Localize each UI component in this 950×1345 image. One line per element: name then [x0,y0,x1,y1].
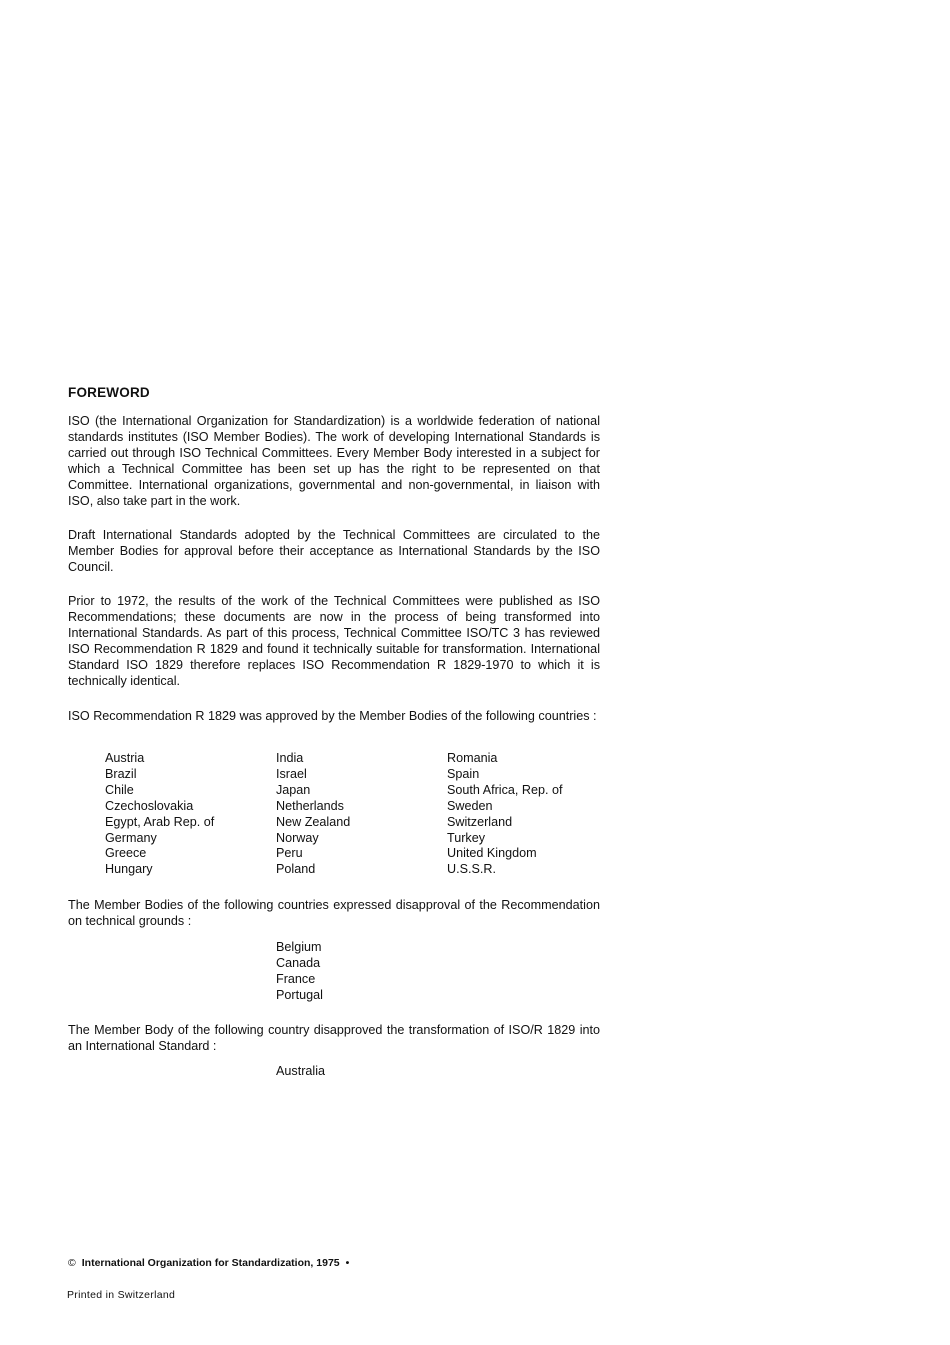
country-item: South Africa, Rep. of [447,782,563,797]
country-item: Peru [276,846,303,861]
paragraph-prior-1972: Prior to 1972, the results of the work of the Technical Committees were published as ISO Recommendations; these documents are now in the process of being transformed into International Standards. As part of this process, Technical Committee ISO/TC 3 has reviewed ISO Recommendation R 1829 and found it technically suitable for transformation. International Standard ISO 1829 therefore replaces ISO Recommendation R 1829-1970 to which it is technically identical. [68,594,600,688]
country-item: New Zealand [276,814,351,829]
country-item: Czechoslovakia [105,798,194,813]
approving-countries-column-2 [276,751,350,878]
foreword-heading: FOREWORD [68,385,150,400]
country-item: Hungary [105,862,153,877]
country-item: Australia [276,1064,325,1078]
country-item: Netherlands [276,798,344,813]
copyright-line [68,1257,349,1269]
country-item: Poland [276,862,316,877]
country-item: Canada [276,955,321,970]
country-item: Sweden [447,798,493,813]
country-item: Greece [105,846,147,861]
country-item: Brazil [105,766,137,781]
copyright-text: International Organization for Standardization, 1975 [81,1257,340,1269]
country-item: Belgium [276,940,322,954]
country-item: Japan [276,782,311,797]
transformation-disapproval-list [276,1064,325,1080]
country-item: U.S.S.R. [447,862,496,877]
country-item: United Kingdom [447,846,537,861]
country-item: Norway [276,830,319,845]
country-item: France [276,971,316,986]
country-item: Turkey [447,830,486,845]
paragraph-disapproval: The Member Bodies of the following countries expressed disapproval of the Recommendation on technical grounds : [68,898,600,928]
approving-countries-column-3 [447,751,563,878]
country-item: Egypt, Arab Rep. of [105,814,215,829]
printed-in-text: Printed in Switzerland [67,1289,176,1301]
country-item: Chile [105,782,134,797]
bullet-icon: • [345,1257,350,1269]
country-item: Switzerland [447,814,513,829]
approving-countries-column-1 [105,751,214,878]
country-item: Romania [447,751,498,765]
country-item: Austria [105,751,145,765]
country-item: Spain [447,766,480,781]
copyright-symbol: © [68,1257,76,1269]
country-item: Portugal [276,987,323,1002]
paragraph-draft-standards: Draft International Standards adopted by the Technical Committees are circulated to the Member Bodies for approval before their acceptance as International Standards by the ISO Council. [68,528,600,574]
paragraph-approval: ISO Recommendation R 1829 was approved by the Member Bodies of the following countries : [68,709,597,723]
country-item: Germany [105,830,157,845]
country-item: India [276,751,304,765]
paragraph-transformation-disapproval: The Member Body of the following country disapproved the transformation of ISO/R 1829 into an International Standard : [68,1023,600,1053]
country-item: Israel [276,766,307,781]
disapproving-countries-list [276,940,323,1004]
paragraph-iso-intro: ISO (the International Organization for Standardization) is a worldwide federation of national standards institutes (ISO Member Bodies). The work of developing International Standards is carried out through ISO Technical Committees. Every Member Body interested in a subject for which a Technical Committee has been set up has the right to be represented on that Committee. International organizations, governmental and non-governmental, in liaison with ISO, also take part in the work. [68,414,600,508]
